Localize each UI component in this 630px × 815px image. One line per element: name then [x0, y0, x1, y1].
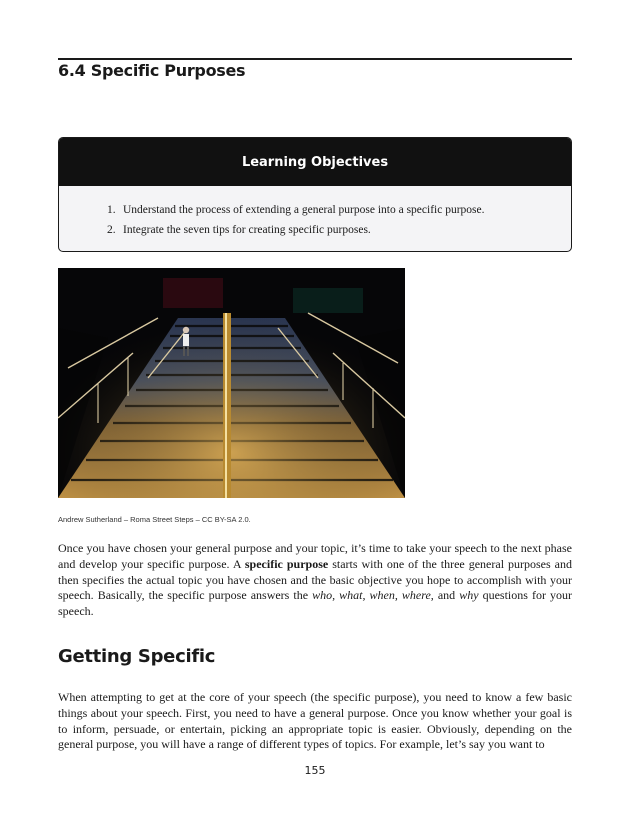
objective-number: 2. [107, 224, 116, 236]
objective-number: 1. [107, 204, 116, 216]
stairs-photo [58, 268, 405, 498]
text-run: questions for your speech. [58, 588, 573, 619]
text-run: starts with one of the three general purposes and then specifies the actual topic you have chosen and the basic objective you hope to accomplish with your speech. Basically, the specific purpose answers the [58, 556, 572, 603]
emphasis: why [459, 588, 479, 603]
objective-text: Understand the process of extending a general purpose into a specific purpose. [123, 204, 485, 216]
intro-paragraph [58, 541, 572, 620]
objective-item [107, 200, 485, 220]
emphasis: who, what, when, where, [312, 588, 434, 603]
learning-objectives-list [107, 200, 485, 240]
figure-caption: Andrew Sutherland – Roma Street Steps – CC BY-SA 2.0. [58, 515, 251, 524]
text-run: and [433, 588, 460, 603]
learning-objectives-box [58, 137, 572, 252]
header-rule [58, 58, 572, 60]
body-paragraph: When attempting to get at the core of your speech (the specific purpose), you need to know a few basic things about your speech. First, you need to have a general purpose. Once you know whether your goal is to inform, persuade, or entertain, picking an appropriate topic is easier. Obviously, depending on the general purpose, you will have a range of different types of topics. For example, let’s say you want to [58, 690, 572, 752]
objective-item [107, 220, 485, 240]
stairs-illustration [58, 268, 405, 498]
page-number: 155 [304, 764, 326, 777]
section-title: 6.4 Specific Purposes [58, 61, 246, 80]
key-term: specific purpose [244, 556, 329, 571]
learning-objectives-heading: Learning Objectives [59, 138, 571, 186]
text-run: Once you have chosen your general purpose and your topic, it’s time to take your speech to the next phase and develop your specific purpose. A [58, 541, 572, 571]
objective-text: Integrate the seven tips for creating specific purposes. [123, 224, 371, 236]
subsection-title: Getting Specific [58, 646, 216, 667]
